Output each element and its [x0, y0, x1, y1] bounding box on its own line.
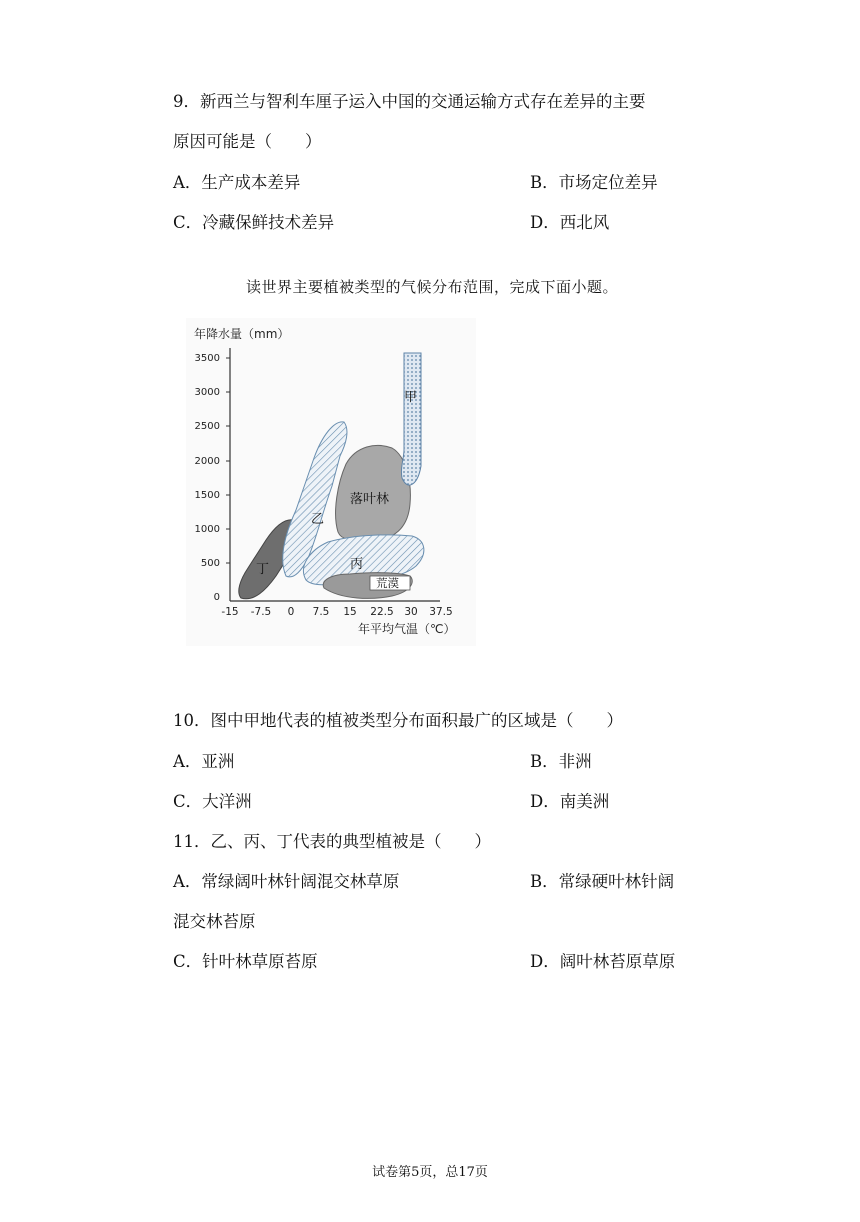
y-tick-0: 0 [213, 592, 220, 603]
vegetation-chart [186, 318, 476, 646]
q11-option-c: C．针叶林草原苔原 [173, 952, 318, 971]
x-axis-label: 年平均气温（℃） [358, 622, 456, 636]
q9-stem-line2: 原因可能是（ ） [173, 132, 322, 151]
vegetation-climate-figure [186, 318, 476, 646]
region-jia [401, 353, 421, 485]
x-tick-37.5: 37.5 [429, 606, 453, 618]
y-tick-3500: 3500 [194, 353, 220, 364]
q9-option-a: A．生产成本差异 [173, 173, 301, 192]
q10-option-b: B．非洲 [530, 752, 592, 771]
y-tick-2500: 2500 [194, 421, 220, 432]
q11-option-a: A．常绿阔叶林针阔混交林草原 [173, 872, 400, 891]
x-tick--15: -15 [221, 606, 239, 618]
y-tick-1000: 1000 [194, 524, 220, 535]
y-tick-2000: 2000 [194, 456, 220, 467]
q11-option-b-line1: B．常绿硬叶林针阔 [530, 872, 675, 891]
label-yi: 乙 [311, 512, 325, 527]
label-huangmo: 荒漠 [376, 576, 399, 590]
q10-option-a: A．亚洲 [173, 752, 235, 771]
y-tick-3000: 3000 [194, 387, 220, 398]
q11-option-d: D．阔叶林苔原草原 [530, 952, 676, 971]
x-tick-7.5: 7.5 [312, 606, 330, 618]
q10-stem: 10．图中甲地代表的植被类型分布面积最广的区域是（ ） [173, 711, 623, 730]
x-tick-0: 0 [287, 606, 295, 618]
q11-stem: 11．乙、丙、丁代表的典型植被是（ ） [173, 832, 491, 851]
q11-option-b-line2: 混交林苔原 [173, 912, 256, 931]
y-tick-1500: 1500 [194, 490, 220, 501]
q9-option-c: C．冷藏保鲜技术差异 [173, 213, 335, 232]
label-bing: 丙 [350, 557, 364, 572]
q10-option-d: D．南美洲 [530, 792, 610, 811]
intro-text: 读世界主要植被类型的气候分布范围，完成下面小题。 [246, 278, 619, 296]
q9-stem-line1: 9．新西兰与智利车厘子运入中国的交通运输方式存在差异的主要 [173, 92, 646, 111]
x-tick--7.5: -7.5 [250, 606, 272, 618]
x-tick-15: 15 [343, 606, 357, 618]
q9-option-b: B．市场定位差异 [530, 173, 658, 192]
page-footer: 试卷第5页，总17页 [372, 1165, 488, 1180]
q9-option-d: D．西北风 [530, 213, 610, 232]
y-axis-label: 年降水量（mm） [194, 327, 290, 341]
x-tick-30: 30 [404, 606, 418, 618]
label-luoyelin: 落叶林 [350, 492, 390, 507]
label-jia: 甲 [404, 390, 418, 405]
q10-option-c: C．大洋洲 [173, 792, 252, 811]
x-tick-22.5: 22.5 [370, 606, 394, 618]
y-tick-500: 500 [200, 558, 220, 569]
label-ding: 丁 [256, 562, 270, 577]
